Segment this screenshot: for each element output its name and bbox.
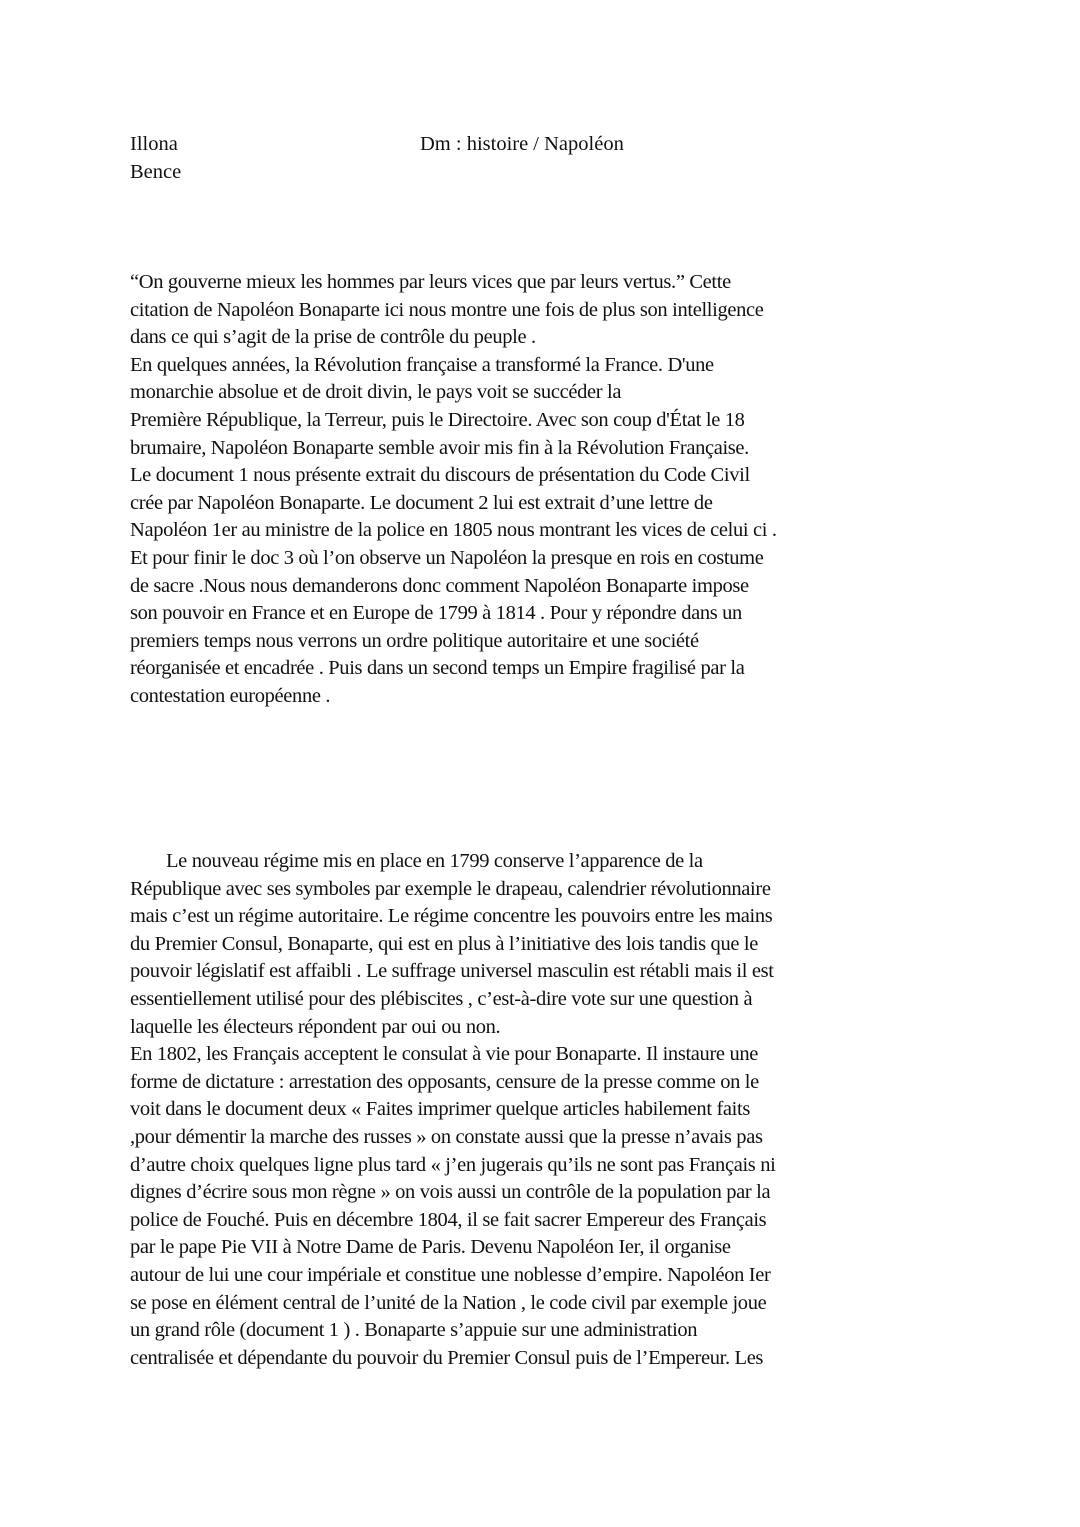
body-line: un grand rôle (document 1 ) . Bonaparte s’appuie sur une administration xyxy=(130,1319,698,1342)
intro-line: citation de Napoléon Bonaparte ici nous montre une fois de plus son intelligence xyxy=(130,298,764,321)
body-line: police de Fouché. Puis en décembre 1804, il se fait sacrer Empereur des Français xyxy=(130,1208,767,1231)
body-line: par le pape Pie VII à Notre Dame de Paris. Devenu Napoléon Ier, il organise xyxy=(130,1236,731,1259)
body-line: mais c’est un régime autoritaire. Le régime concentre les pouvoirs entre les mains xyxy=(130,905,773,928)
intro-line: Et pour finir le doc 3 où l’on observe un Napoléon la presque en rois en costume xyxy=(130,546,764,569)
intro-line: Le document 1 nous présente extrait du discours de présentation du Code Civil xyxy=(130,464,750,487)
body-line: dignes d’écrire sous mon règne » on vois aussi un contrôle de la population par la xyxy=(130,1181,771,1204)
intro-line: brumaire, Napoléon Bonaparte semble avoir mis fin à la Révolution Française. xyxy=(130,436,749,459)
body-line: d’autre choix quelques ligne plus tard « j’en jugerais qu’ils ne sont pas Français ni xyxy=(130,1153,776,1176)
intro-line: son pouvoir en France et en Europe de 1799 à 1814 . Pour y répondre dans un xyxy=(130,602,742,625)
author-last-name: Bence xyxy=(130,161,182,183)
body-line: forme de dictature : arrestation des opposants, censure de la presse comme on le xyxy=(130,1070,759,1093)
intro-line: “On gouverne mieux les hommes par leurs vices que par leurs vertus.” Cette xyxy=(130,271,731,293)
body-line: laquelle les électeurs répondent par oui ou non. xyxy=(130,1015,501,1038)
body-line: Le nouveau régime mis en place en 1799 conserve l’apparence de la xyxy=(166,850,703,872)
intro-line: Première République, la Terreur, puis le Directoire. Avec son coup d'État le 18 xyxy=(130,408,745,431)
document-title: Dm : histoire / Napoléon xyxy=(420,133,624,155)
body-paragraph xyxy=(130,848,960,1372)
introduction-paragraph xyxy=(130,269,960,711)
body-line: centralisée et dépendante du pouvoir du Premier Consul puis de l’Empereur. Les xyxy=(130,1346,764,1369)
intro-line: dans ce qui s’agit de la prise de contrôle du peuple . xyxy=(130,326,536,349)
intro-line: Napoléon 1er au ministre de la police en 1805 nous montrant les vices de celui ci . xyxy=(130,519,777,542)
author-first-name: Illona xyxy=(130,133,178,155)
body-line: République avec ses symboles par exemple le drapeau, calendrier révolutionnaire xyxy=(130,877,771,900)
intro-line: réorganisée et encadrée . Puis dans un second temps un Empire fragilisé par la xyxy=(130,657,745,680)
intro-line: premiers temps nous verrons un ordre politique autoritaire et une société xyxy=(130,629,699,652)
body-line: voit dans le document deux « Faites imprimer quelque articles habilement faits xyxy=(130,1098,750,1121)
body-line: essentiellement utilisé pour des plébiscites , c’est-à-dire vote sur une question à xyxy=(130,987,753,1010)
intro-line: de sacre .Nous nous demanderons donc comment Napoléon Bonaparte impose xyxy=(130,574,749,597)
body-line: du Premier Consul, Bonaparte, qui est en plus à l’initiative des lois tandis que le xyxy=(130,932,758,955)
intro-line: crée par Napoléon Bonaparte. Le document 2 lui est extrait d’une lettre de xyxy=(130,491,713,514)
author-name xyxy=(130,130,181,186)
body-line: autour de lui une cour impériale et constitue une noblesse d’empire. Napoléon Ier xyxy=(130,1263,771,1286)
intro-line: contestation européenne . xyxy=(130,684,331,707)
body-line: En 1802, les Français acceptent le consulat à vie pour Bonaparte. Il instaure une xyxy=(130,1043,758,1066)
body-line: pouvoir législatif est affaibli . Le suffrage universel masculin est rétabli mais il est xyxy=(130,960,774,983)
intro-line: monarchie absolue et de droit divin, le pays voit se succéder la xyxy=(130,381,622,404)
intro-line: En quelques années, la Révolution française a transformé la France. D'une xyxy=(130,353,714,376)
body-line: ,pour démentir la marche des russes » on constate aussi que la presse n’avais pas xyxy=(130,1125,763,1148)
body-line: se pose en élément central de l’unité de la Nation , le code civil par exemple joue xyxy=(130,1291,767,1314)
